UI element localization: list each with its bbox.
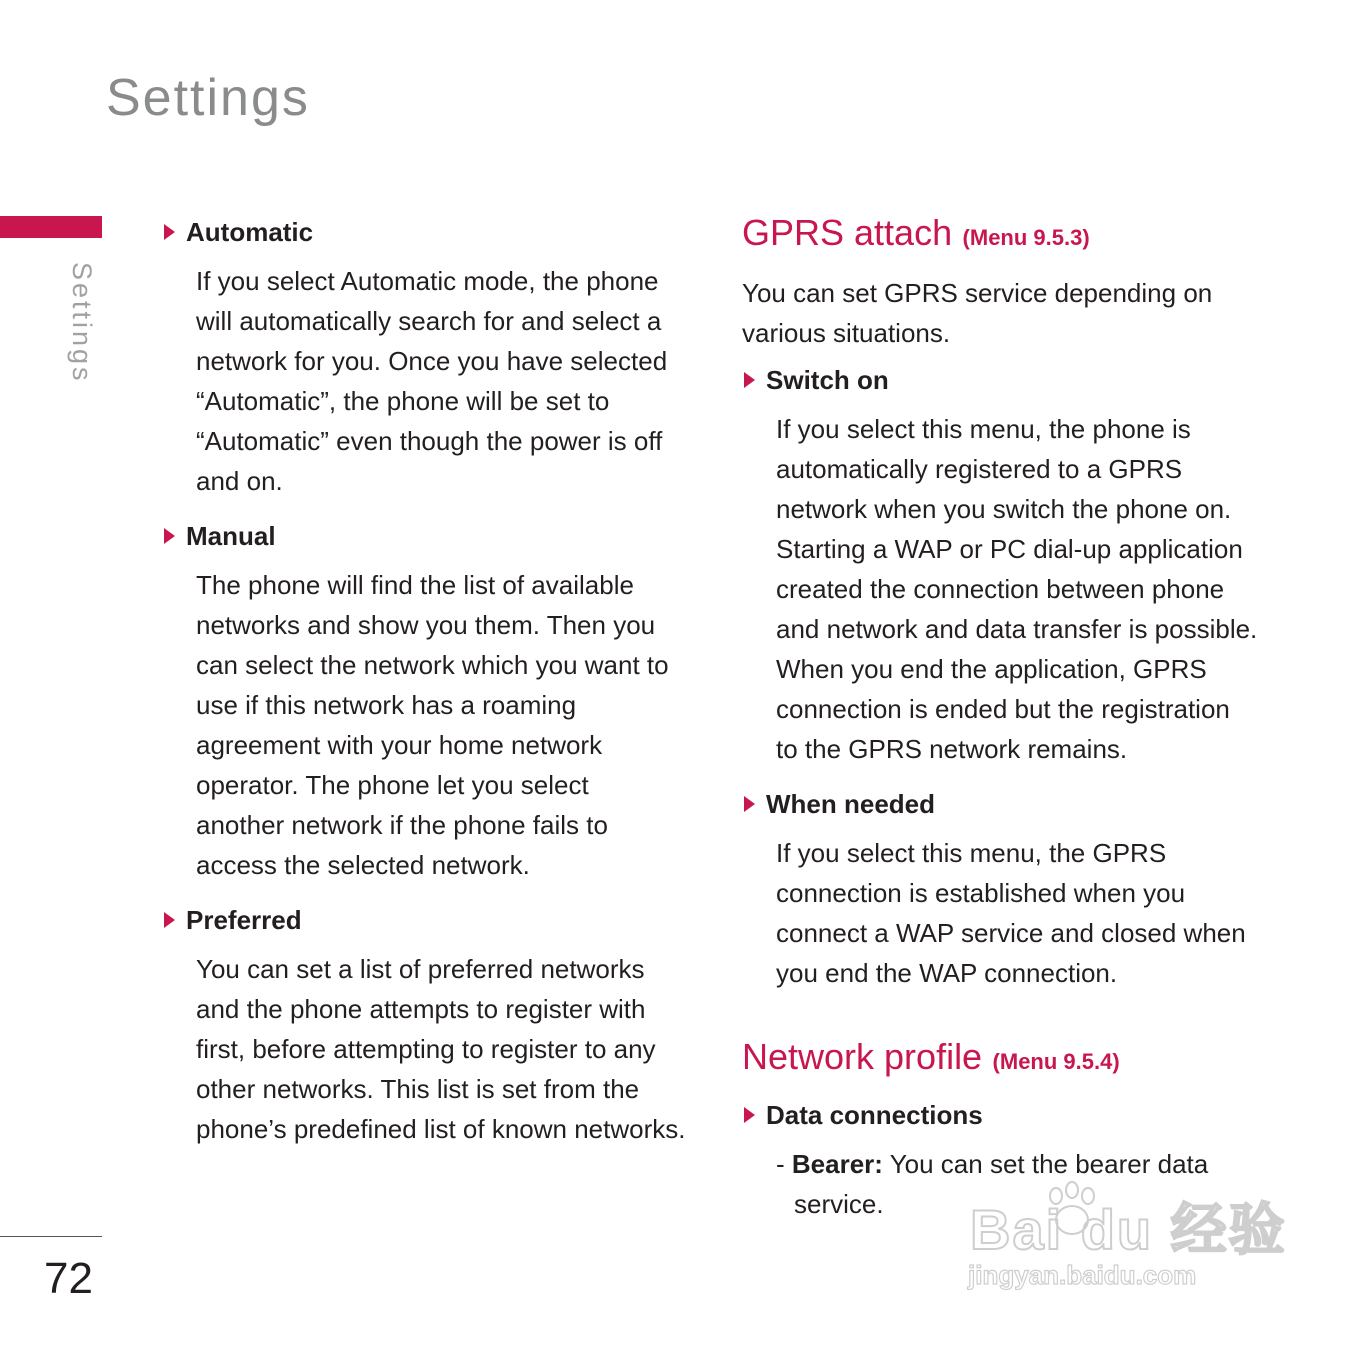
accent-bar [0, 216, 102, 238]
body-line: connection is established when you [776, 878, 1186, 908]
item-heading [744, 1098, 983, 1132]
body-line: use if this network has a roaming [196, 690, 577, 720]
arrow-icon [164, 528, 175, 544]
item-manual [164, 519, 669, 885]
item-preferred [164, 903, 696, 1149]
item-data-connections [744, 1098, 983, 1132]
body-line: “Automatic”, the phone will be set to [196, 386, 610, 416]
body-line: to the GPRS network remains. [776, 734, 1128, 764]
heading-text: Manual [186, 521, 276, 551]
side-label: Settings [67, 262, 97, 384]
body-line: The phone will find the list of available [196, 570, 634, 600]
body-line: will automatically search for and select a [196, 306, 662, 336]
item-heading [164, 215, 666, 249]
intro-line: You can set GPRS service depending on [742, 278, 1213, 308]
watermark-main-text: Bai du 经验 [970, 1198, 1287, 1261]
arrow-icon [744, 372, 755, 388]
body-line: agreement with your home network [196, 730, 603, 760]
page-title: Settings [106, 69, 310, 127]
arrow-icon [164, 224, 175, 240]
section-title: Network profile [742, 1036, 983, 1077]
body-line: created the connection between phone [776, 574, 1225, 604]
section-gprs-attach [742, 212, 1090, 254]
body-line: “Automatic” even though the power is off [196, 426, 663, 456]
bearer-label: Bearer: [791, 1149, 883, 1179]
body-line: and network and data transfer is possible. [776, 614, 1258, 644]
body-line: operator. The phone let you select [196, 770, 589, 800]
body-line: automatically registered to a GPRS [776, 454, 1183, 484]
bearer-continuation: service. [794, 1189, 884, 1219]
section-network-profile [742, 1036, 1120, 1078]
body-line: you end the WAP connection. [776, 958, 1118, 988]
body-line: and the phone attempts to register with [196, 994, 646, 1024]
body-line: access the selected network. [196, 850, 530, 880]
body-line: If you select this menu, the GPRS [776, 838, 1167, 868]
section-title: GPRS attach [742, 212, 953, 253]
item-heading [164, 903, 696, 937]
body-line: network when you switch the phone on. [776, 494, 1232, 524]
body-line: phone’s predefined list of known networks. [196, 1114, 686, 1144]
body-line: connect a WAP service and closed when [776, 918, 1246, 948]
heading-text: When needed [766, 789, 936, 819]
item-switch-on [744, 363, 1266, 769]
arrow-icon [164, 912, 175, 928]
body-line: first, before attempting to register to any [196, 1034, 656, 1064]
body-line: You can set a list of preferred networks [196, 954, 645, 984]
body-line: connection is ended but the registration [776, 694, 1230, 724]
arrow-icon [744, 796, 755, 812]
body-line: other networks. This list is set from the [196, 1074, 640, 1104]
body-line: and on. [196, 466, 283, 496]
bearer-text: You can set the bearer data [882, 1149, 1209, 1179]
heading-text: Automatic [186, 217, 314, 247]
intro-line: various situations. [742, 318, 951, 348]
page-number: 72 [44, 1254, 93, 1303]
arrow-icon [744, 1107, 755, 1123]
body-line: another network if the phone fails to [196, 810, 608, 840]
item-automatic [164, 215, 666, 501]
baidu-watermark [966, 1186, 1286, 1306]
footer-rule [0, 1236, 102, 1237]
heading-text: Preferred [186, 905, 302, 935]
item-heading [744, 363, 1266, 397]
bearer-line [776, 1144, 1208, 1184]
body-line: If you select this menu, the phone is [776, 414, 1191, 444]
section-menu-ref: (Menu 9.5.4) [992, 1049, 1120, 1074]
body-line: networks and show you them. Then you [196, 610, 656, 640]
item-heading [744, 787, 1266, 821]
gprs-intro [742, 273, 1212, 353]
section-menu-ref: (Menu 9.5.3) [962, 225, 1090, 250]
body-line: can select the network which you want to [196, 650, 669, 680]
heading-text: Switch on [766, 365, 889, 395]
watermark-url: jingyan.baidu.com [968, 1260, 1197, 1290]
body-line: If you select Automatic mode, the phone [196, 266, 659, 296]
item-when-needed [744, 787, 1266, 993]
heading-text: Data connections [766, 1100, 983, 1130]
item-heading [164, 519, 666, 553]
bullet-dash: - [776, 1149, 792, 1179]
body-line: Starting a WAP or PC dial-up application [776, 534, 1243, 564]
body-line: When you end the application, GPRS [776, 654, 1207, 684]
body-line: network for you. Once you have selected [196, 346, 668, 376]
